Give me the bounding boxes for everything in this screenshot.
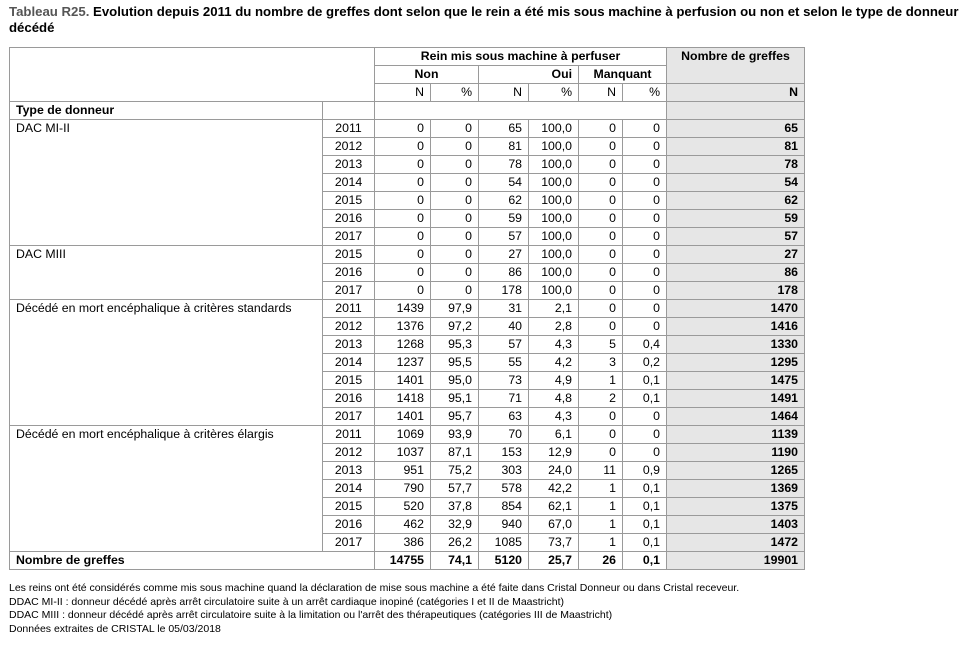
value-cell: 0 xyxy=(579,318,623,336)
value-cell: 0 xyxy=(579,156,623,174)
header-non: Non xyxy=(375,66,479,84)
value-cell: 0 xyxy=(579,138,623,156)
total-grafts-cell: 1475 xyxy=(667,372,805,390)
value-cell: 0 xyxy=(623,156,667,174)
value-cell: 951 xyxy=(375,462,431,480)
year-cell: 2017 xyxy=(323,534,375,552)
total-value-cell: 5120 xyxy=(479,552,529,570)
value-cell: 57,7 xyxy=(431,480,479,498)
total-value-cell: 14755 xyxy=(375,552,431,570)
value-cell: 0 xyxy=(623,264,667,282)
value-cell: 1 xyxy=(579,498,623,516)
value-cell: 0 xyxy=(623,174,667,192)
value-cell: 1268 xyxy=(375,336,431,354)
year-cell: 2011 xyxy=(323,120,375,138)
value-cell: 11 xyxy=(579,462,623,480)
value-cell: 0,1 xyxy=(623,390,667,408)
value-cell: 5 xyxy=(579,336,623,354)
value-cell: 940 xyxy=(479,516,529,534)
empty-cell xyxy=(323,102,375,120)
value-cell: 100,0 xyxy=(529,192,579,210)
total-grafts-cell: 86 xyxy=(667,264,805,282)
value-cell: 95,1 xyxy=(431,390,479,408)
value-cell: 0 xyxy=(623,426,667,444)
table-row xyxy=(10,120,805,138)
total-grafts-cell: 1330 xyxy=(667,336,805,354)
value-cell: 1439 xyxy=(375,300,431,318)
value-cell: 100,0 xyxy=(529,138,579,156)
value-cell: 1401 xyxy=(375,408,431,426)
value-cell: 0 xyxy=(623,228,667,246)
value-cell: 1376 xyxy=(375,318,431,336)
table-row xyxy=(10,426,805,444)
year-cell: 2017 xyxy=(323,228,375,246)
value-cell: 0 xyxy=(623,300,667,318)
table-body xyxy=(10,48,805,570)
year-cell: 2014 xyxy=(323,480,375,498)
year-cell: 2016 xyxy=(323,516,375,534)
value-cell: 95,7 xyxy=(431,408,479,426)
value-cell: 0 xyxy=(579,282,623,300)
value-cell: 0,9 xyxy=(623,462,667,480)
value-cell: 0 xyxy=(375,246,431,264)
value-cell: 0 xyxy=(579,120,623,138)
header-total-grafts: Nombre de greffes xyxy=(667,48,805,84)
footnote: Données extraites de CRISTAL le 05/03/2018 xyxy=(9,622,221,635)
total-grafts-cell: 178 xyxy=(667,282,805,300)
value-cell: 4,9 xyxy=(529,372,579,390)
value-cell: 178 xyxy=(479,282,529,300)
value-cell: 71 xyxy=(479,390,529,408)
table-row xyxy=(10,300,805,318)
value-cell: 4,2 xyxy=(529,354,579,372)
value-cell: 0 xyxy=(623,138,667,156)
value-cell: 0 xyxy=(623,282,667,300)
value-cell: 63 xyxy=(479,408,529,426)
value-cell: 1237 xyxy=(375,354,431,372)
value-cell: 0 xyxy=(579,246,623,264)
year-cell: 2012 xyxy=(323,444,375,462)
value-cell: 27 xyxy=(479,246,529,264)
value-cell: 0 xyxy=(579,300,623,318)
value-cell: 100,0 xyxy=(529,120,579,138)
value-cell: 97,9 xyxy=(431,300,479,318)
donor-type-label: Décédé en mort encéphalique à critères standards xyxy=(10,300,323,426)
footnotes xyxy=(9,582,739,636)
value-cell: 86 xyxy=(479,264,529,282)
header-pct: % xyxy=(529,84,579,102)
value-cell: 73,7 xyxy=(529,534,579,552)
value-cell: 100,0 xyxy=(529,210,579,228)
value-cell: 1 xyxy=(579,372,623,390)
value-cell: 0,1 xyxy=(623,516,667,534)
table-number: Tableau R25. xyxy=(9,4,90,19)
value-cell: 578 xyxy=(479,480,529,498)
value-cell: 95,5 xyxy=(431,354,479,372)
footnote: DDAC MIII : donneur décédé après arrêt circulatoire suite à la limitation ou l'arrêt des thérapeutiques (catégories III de Maastricht) xyxy=(9,609,613,621)
value-cell: 4,8 xyxy=(529,390,579,408)
value-cell: 37,8 xyxy=(431,498,479,516)
value-cell: 78 xyxy=(479,156,529,174)
value-cell: 62,1 xyxy=(529,498,579,516)
year-cell: 2016 xyxy=(323,210,375,228)
total-grafts-cell: 1369 xyxy=(667,480,805,498)
header-row-group xyxy=(10,48,805,66)
value-cell: 95,3 xyxy=(431,336,479,354)
value-cell: 0 xyxy=(623,192,667,210)
year-cell: 2016 xyxy=(323,264,375,282)
header-n: N xyxy=(579,84,623,102)
value-cell: 0 xyxy=(375,174,431,192)
value-cell: 0,2 xyxy=(623,354,667,372)
total-grafts-cell: 65 xyxy=(667,120,805,138)
value-cell: 100,0 xyxy=(529,228,579,246)
total-value-cell: 0,1 xyxy=(623,552,667,570)
total-grafts-cell: 1403 xyxy=(667,516,805,534)
value-cell: 0 xyxy=(623,408,667,426)
year-cell: 2011 xyxy=(323,300,375,318)
year-cell: 2012 xyxy=(323,318,375,336)
total-grafts-cell: 1265 xyxy=(667,462,805,480)
value-cell: 0 xyxy=(431,282,479,300)
grand-total-cell: 19901 xyxy=(667,552,805,570)
table-row xyxy=(10,246,805,264)
value-cell: 3 xyxy=(579,354,623,372)
value-cell: 32,9 xyxy=(431,516,479,534)
value-cell: 0 xyxy=(375,228,431,246)
value-cell: 54 xyxy=(479,174,529,192)
total-row xyxy=(10,552,805,570)
total-row-label: Nombre de greffes xyxy=(10,552,375,570)
value-cell: 2 xyxy=(579,390,623,408)
value-cell: 0 xyxy=(375,120,431,138)
total-grafts-cell: 27 xyxy=(667,246,805,264)
value-cell: 62 xyxy=(479,192,529,210)
year-cell: 2015 xyxy=(323,498,375,516)
value-cell: 0 xyxy=(375,192,431,210)
footnote: Les reins ont été considérés comme mis sous machine quand la déclaration de mise sous machine a été faite dans Cristal Donneur ou dans Cristal receveur. xyxy=(9,582,740,594)
value-cell: 70 xyxy=(479,426,529,444)
value-cell: 1037 xyxy=(375,444,431,462)
value-cell: 0 xyxy=(431,246,479,264)
value-cell: 0 xyxy=(623,210,667,228)
value-cell: 95,0 xyxy=(431,372,479,390)
value-cell: 73 xyxy=(479,372,529,390)
value-cell: 100,0 xyxy=(529,264,579,282)
value-cell: 4,3 xyxy=(529,408,579,426)
value-cell: 0 xyxy=(375,210,431,228)
value-cell: 0 xyxy=(579,444,623,462)
total-grafts-cell: 59 xyxy=(667,210,805,228)
value-cell: 0 xyxy=(431,174,479,192)
value-cell: 0 xyxy=(623,246,667,264)
value-cell: 1 xyxy=(579,534,623,552)
value-cell: 100,0 xyxy=(529,174,579,192)
value-cell: 0 xyxy=(579,174,623,192)
value-cell: 67,0 xyxy=(529,516,579,534)
value-cell: 0 xyxy=(375,138,431,156)
year-cell: 2015 xyxy=(323,192,375,210)
type-donor-header: Type de donneur xyxy=(10,102,323,120)
value-cell: 0 xyxy=(375,156,431,174)
year-cell: 2014 xyxy=(323,354,375,372)
value-cell: 462 xyxy=(375,516,431,534)
value-cell: 1069 xyxy=(375,426,431,444)
value-cell: 0 xyxy=(579,426,623,444)
total-grafts-cell: 81 xyxy=(667,138,805,156)
table-caption: Evolution depuis 2011 du nombre de greffes dont selon que le rein a été mis sous machine à perfusion ou non et selon le type de donneur décédé xyxy=(9,4,959,35)
year-cell: 2017 xyxy=(323,408,375,426)
total-value-cell: 74,1 xyxy=(431,552,479,570)
total-grafts-cell: 1470 xyxy=(667,300,805,318)
value-cell: 0 xyxy=(431,192,479,210)
total-grafts-cell: 1139 xyxy=(667,426,805,444)
value-cell: 0 xyxy=(579,228,623,246)
value-cell: 26,2 xyxy=(431,534,479,552)
year-cell: 2011 xyxy=(323,426,375,444)
value-cell: 0 xyxy=(579,210,623,228)
value-cell: 100,0 xyxy=(529,246,579,264)
value-cell: 0 xyxy=(431,228,479,246)
header-pct: % xyxy=(431,84,479,102)
total-grafts-cell: 78 xyxy=(667,156,805,174)
value-cell: 520 xyxy=(375,498,431,516)
value-cell: 24,0 xyxy=(529,462,579,480)
value-cell: 2,8 xyxy=(529,318,579,336)
grafts-table xyxy=(9,47,805,570)
value-cell: 42,2 xyxy=(529,480,579,498)
table-title xyxy=(9,4,971,36)
value-cell: 0 xyxy=(431,264,479,282)
value-cell: 0,1 xyxy=(623,372,667,390)
total-grafts-cell: 1464 xyxy=(667,408,805,426)
value-cell: 75,2 xyxy=(431,462,479,480)
value-cell: 0 xyxy=(431,210,479,228)
value-cell: 790 xyxy=(375,480,431,498)
header-oui: Oui xyxy=(479,66,579,84)
value-cell: 386 xyxy=(375,534,431,552)
year-cell: 2013 xyxy=(323,336,375,354)
value-cell: 0,4 xyxy=(623,336,667,354)
value-cell: 1 xyxy=(579,480,623,498)
header-manquant: Manquant xyxy=(579,66,667,84)
year-cell: 2014 xyxy=(323,174,375,192)
header-total-n: N xyxy=(667,84,805,102)
value-cell: 57 xyxy=(479,228,529,246)
empty-cell xyxy=(375,102,667,120)
value-cell: 55 xyxy=(479,354,529,372)
value-cell: 1401 xyxy=(375,372,431,390)
year-cell: 2013 xyxy=(323,462,375,480)
value-cell: 65 xyxy=(479,120,529,138)
value-cell: 59 xyxy=(479,210,529,228)
value-cell: 6,1 xyxy=(529,426,579,444)
value-cell: 12,9 xyxy=(529,444,579,462)
value-cell: 40 xyxy=(479,318,529,336)
total-grafts-cell: 1491 xyxy=(667,390,805,408)
donor-type-label: Décédé en mort encéphalique à critères élargis xyxy=(10,426,323,552)
value-cell: 81 xyxy=(479,138,529,156)
total-grafts-cell: 54 xyxy=(667,174,805,192)
empty-total-cell xyxy=(667,102,805,120)
header-pct: % xyxy=(623,84,667,102)
value-cell: 97,2 xyxy=(431,318,479,336)
value-cell: 153 xyxy=(479,444,529,462)
value-cell: 854 xyxy=(479,498,529,516)
value-cell: 0 xyxy=(579,408,623,426)
value-cell: 1085 xyxy=(479,534,529,552)
value-cell: 57 xyxy=(479,336,529,354)
total-grafts-cell: 1472 xyxy=(667,534,805,552)
value-cell: 100,0 xyxy=(529,156,579,174)
header-n: N xyxy=(479,84,529,102)
value-cell: 303 xyxy=(479,462,529,480)
value-cell: 0 xyxy=(623,120,667,138)
value-cell: 0 xyxy=(375,264,431,282)
value-cell: 100,0 xyxy=(529,282,579,300)
year-cell: 2015 xyxy=(323,372,375,390)
year-cell: 2017 xyxy=(323,282,375,300)
value-cell: 2,1 xyxy=(529,300,579,318)
value-cell: 87,1 xyxy=(431,444,479,462)
value-cell: 0 xyxy=(623,318,667,336)
year-cell: 2015 xyxy=(323,246,375,264)
value-cell: 1 xyxy=(579,516,623,534)
total-grafts-cell: 1295 xyxy=(667,354,805,372)
year-cell: 2013 xyxy=(323,156,375,174)
total-value-cell: 26 xyxy=(579,552,623,570)
header-corner xyxy=(10,48,375,102)
donor-type-label: DAC MIII xyxy=(10,246,323,300)
value-cell: 0 xyxy=(431,120,479,138)
total-grafts-cell: 1190 xyxy=(667,444,805,462)
total-value-cell: 25,7 xyxy=(529,552,579,570)
footnote: DDAC MI-II : donneur décédé après arrêt circulatoire suite à un arrêt cardiaque inopiné (catégories I et II de Maastricht) xyxy=(9,595,565,608)
donor-type-label: DAC MI-II xyxy=(10,120,323,246)
header-machine-perfusion: Rein mis sous machine à perfuser xyxy=(375,48,667,66)
value-cell: 1418 xyxy=(375,390,431,408)
value-cell: 0,1 xyxy=(623,498,667,516)
total-grafts-cell: 1416 xyxy=(667,318,805,336)
year-cell: 2016 xyxy=(323,390,375,408)
value-cell: 0 xyxy=(579,192,623,210)
value-cell: 0 xyxy=(623,444,667,462)
value-cell: 0 xyxy=(431,156,479,174)
total-grafts-cell: 62 xyxy=(667,192,805,210)
value-cell: 4,3 xyxy=(529,336,579,354)
type-header-row xyxy=(10,102,805,120)
value-cell: 0 xyxy=(375,282,431,300)
header-n: N xyxy=(375,84,431,102)
value-cell: 0,1 xyxy=(623,534,667,552)
value-cell: 0 xyxy=(579,264,623,282)
value-cell: 0,1 xyxy=(623,480,667,498)
value-cell: 0 xyxy=(431,138,479,156)
value-cell: 93,9 xyxy=(431,426,479,444)
total-grafts-cell: 1375 xyxy=(667,498,805,516)
total-grafts-cell: 57 xyxy=(667,228,805,246)
value-cell: 31 xyxy=(479,300,529,318)
year-cell: 2012 xyxy=(323,138,375,156)
